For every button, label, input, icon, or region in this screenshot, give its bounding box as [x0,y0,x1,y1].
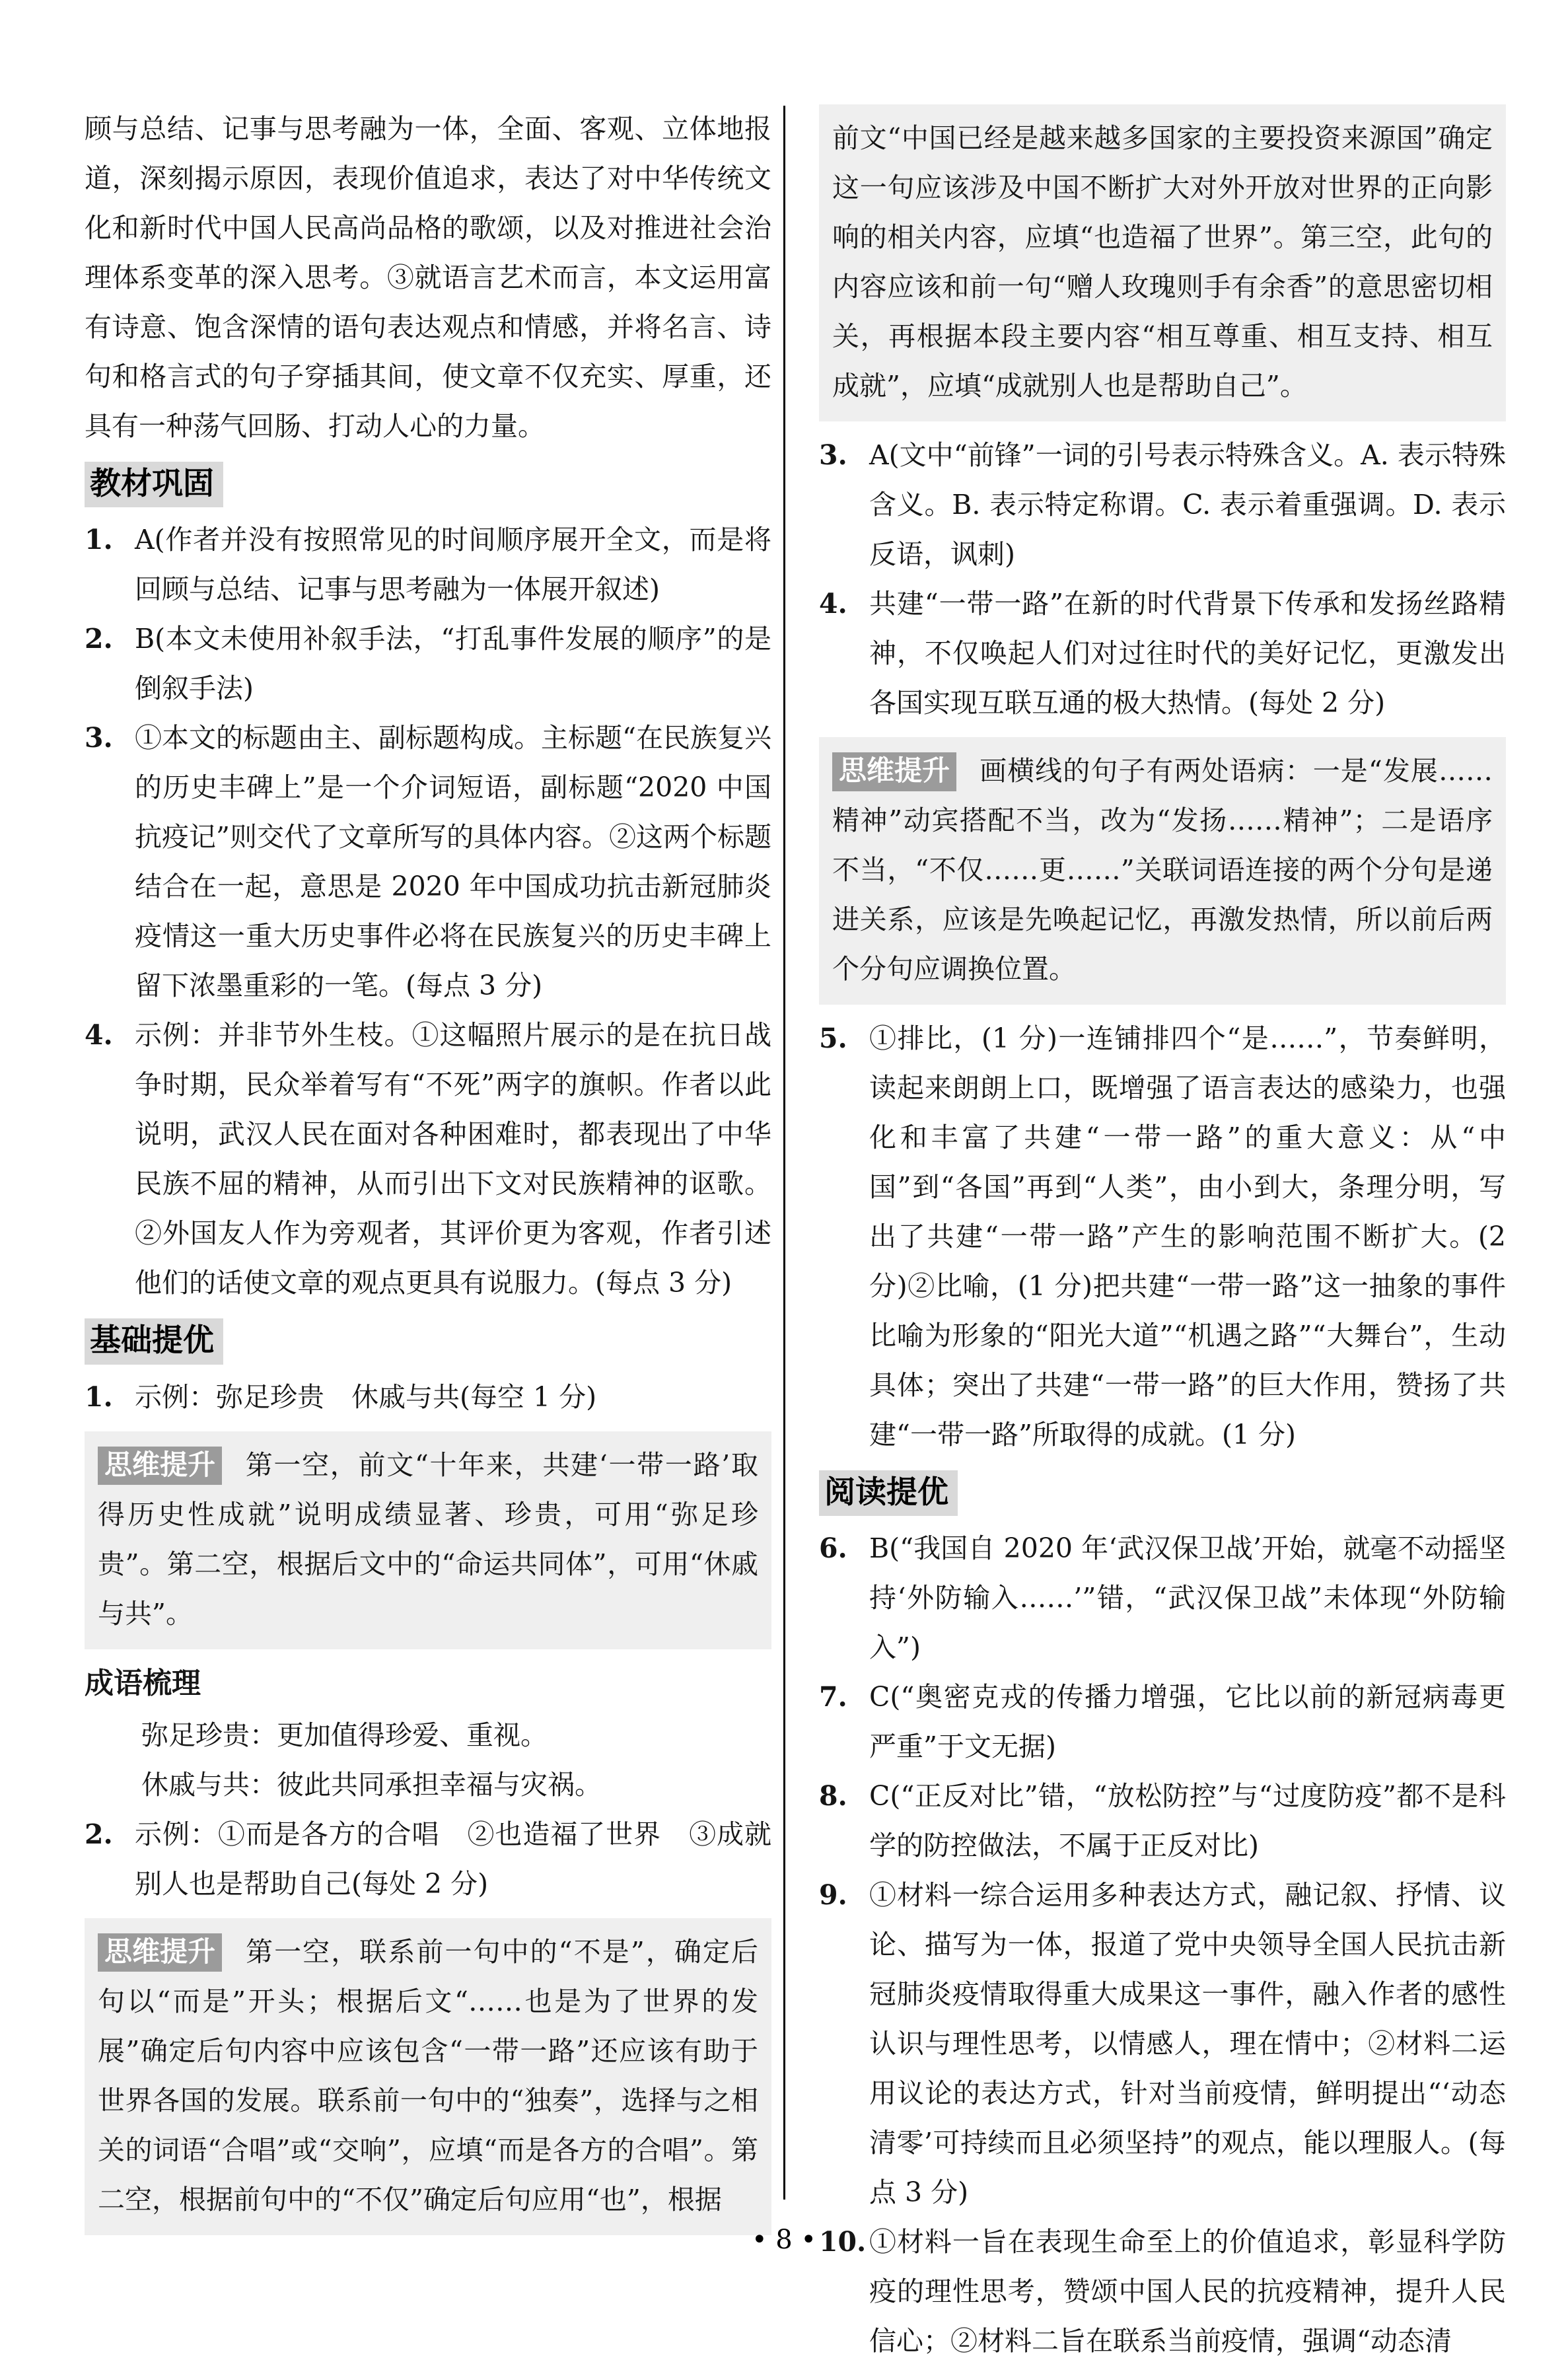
thinking-tip-box [819,737,1506,1005]
item-number: 10. [819,2226,867,2258]
list-item [819,579,1506,728]
jiaocai-gonggu-list [85,515,771,1308]
item-text: ①排比，(1 分)一连铺排四个“是……”，节奏鲜明，读起来朗朗上口，既增强了语言表达的感染力，也强化和丰富了共建“一带一路”的重大意义：从“中国”到“各国”再到“人类”，由小到大，条理分明，写出了共建“一带一路”产生的影响范围不断扩大。(2 分)②比喻，(1 分)把共建“一带一路”这一抽象的事件比喻为形象的“阳光大道”“机遇之路”“大舞台”，生动具体；突出了共建“一带一路”的巨大作用，赞扬了共建“一带一路”所取得的成就。(1 分) [869,1022,1506,1451]
intro-paragraph: 顾与总结、记事与思考融为一体，全面、客观、立体地报道，深刻揭示原因，表现价值追求，表达了对中华传统文化和新时代中国人民高尚品格的歌颂，以及对推进社会治理体系变革的深入思考。③就语言艺术而言，本文运用富有诗意、饱含深情的语句表达观点和情感，并将名言、诗句和格言式的句子穿插其间，使文章不仅充实、厚重，还具有一种荡气回肠、打动人心的力量。 [85,113,771,442]
item-number: 2. [85,1818,113,1850]
tip-text: 第一空，前文“十年来，共建‘一带一路’取得历史性成就”说明成绩显著、珍贵，可用“弥足珍贵”。第二空，根据后文中的“命运共同体”，可用“休戚与共”。 [98,1449,758,1630]
item-number: 4. [819,588,847,620]
right-column [819,104,1506,2357]
item-text: C(“奥密克戎的传播力增强，它比以前的新冠病毒更严重”于文无据) [869,1681,1506,1763]
item-text: B(本文未使用补叙手法，“打乱事件发展的顺序”的是倒叙手法) [135,623,771,705]
item-number: 6. [819,1532,847,1565]
item-number: 8. [819,1780,847,1812]
item-number: 9. [819,1879,847,1912]
item-number: 1. [85,524,113,556]
list-item [85,1011,771,1308]
item-number: 4. [85,1019,113,1052]
idiom-section-title: 成语梳理 [85,1666,201,1700]
item-number: 3. [85,722,113,754]
list-item [85,1810,771,1909]
tip-text: 前文“中国已经是越来越多国家的主要投资来源国”确定这一句应该涉及中国不断扩大对外开放对世界的正向影响的相关内容，应填“也造福了世界”。第三空，此句的内容应该和前一句“赠人玫瑰则手有余香”的意思密切相关，再根据本段主要内容“相互尊重、相互支持、相互成就”，应填“成就别人也是帮助自己”。 [832,122,1493,402]
thinking-tip-box-continuation [819,104,1506,421]
item-text: C(“正反对比”错，“放松防控”与“过度防疫”都不是科学的防控做法，不属于正反对比) [869,1780,1506,1862]
list-item [819,431,1506,579]
page-number: • 8 • [751,2225,817,2255]
item-text: A(作者并没有按照常见的时间顺序展开全文，而是将回顾与总结、记事与思考融为一体展开叙述) [135,524,771,606]
list-item [819,1871,1506,2217]
item-text: 示例：并非节外生枝。①这幅照片展示的是在抗日战争时期，民众举着写有“不死”两字的旗帜。作者以此说明，武汉人民在面对各种困难时，都表现出了中华民族不屈的精神，从而引出下文对民族精神的讴歌。②外国友人作为旁观者，其评价更为客观，作者引述他们的话使文章的观点更具有说服力。(每点 3 分) [135,1019,771,1299]
list-item [819,1672,1506,1772]
item-number: 2. [85,623,113,655]
item-number: 3. [819,439,847,471]
item-text: 示例：弥足珍贵 休戚与共(每空 1 分) [135,1380,597,1413]
item-text: 示例：①而是各方的合唱 ②也造福了世界 ③成就别人也是帮助自己(每处 2 分) [135,1818,771,1900]
section-header-jichu-tiyou: 基础提优 [85,1318,223,1364]
list-item [85,713,771,1011]
list-item [819,1014,1506,1460]
thinking-tip-label: 思维提升 [98,1933,222,1972]
item-text: ①材料一综合运用多种表达方式，融记叙、抒情、议论、描写为一体，报道了党中央领导全国人民抗击新冠肺炎疫情取得重大成果这一事件，融入作者的感性认识与理性思考，以情感人，理在情中；②材料二运用议论的表达方式，针对当前疫情，鲜明提出“‘动态清零’可持续而且必须坚持”的观点，能以理服人。(每点 3 分) [869,1879,1506,2209]
thinking-tip-box [85,1431,771,1649]
list-item [85,515,771,614]
section-header-jiaocai-gonggu: 教材巩固 [85,462,223,507]
thinking-tip-label: 思维提升 [98,1447,222,1486]
idiom-definition: 弥足珍贵：更加值得珍爱、重视。 [141,1719,548,1751]
thinking-tip-box [85,1918,771,2235]
item-text: A(文中“前锋”一词的引号表示特殊含义。A. 表示特殊含义。B. 表示特定称谓。C. 表示着重强调。D. 表示反语，讽刺) [869,439,1506,570]
idiom-definition: 休戚与共：彼此共同承担幸福与灾祸。 [141,1768,602,1801]
item-text: B(“我国自 2020 年‘武汉保卫战’开始，就毫不动摇坚持‘外防输入……’”错，“武汉保卫战”未体现“外防输入”) [869,1532,1506,1664]
list-item [819,1524,1506,1672]
list-item [819,1772,1506,1871]
tip-text: 画横线的句子有两处语病：一是“发展……精神”动宾搭配不当，改为“发扬……精神”；二是语序不当，“不仅……更……”关联词语连接的两个分句是递进关系，应该是先唤起记忆，再激发热情，所以前后两个分句应调换位置。 [832,755,1493,985]
section-header-yuedu-tiyou: 阅读提优 [819,1470,958,1516]
thinking-tip-label: 思维提升 [832,752,956,791]
jichu-tiyou-list-continued [819,431,1506,728]
list-item [85,614,771,713]
tip-text: 第一空，联系前一句中的“不是”，确定后句以“而是”开头；根据后文“……也是为了世界的发展”确定后句内容中应该包含“一带一路”还应该有助于世界各国的发展。联系前一句中的“独奏”，选择与之相关的词语“合唱”或“交响”，应填“而是各方的合唱”。第二空，根据前句中的“不仅”确定后句应用“也”，根据 [98,1935,758,2215]
item-number: 1. [85,1380,113,1413]
list-item [85,1373,771,1422]
left-column [85,104,771,2215]
item-text: ①本文的标题由主、副标题构成。主标题“在民族复兴的历史丰碑上”是一个介词短语，副标题“2020 中国抗疫记”则交代了文章所写的具体内容。②这两个标题结合在一起，意思是 2020 年中国成功抗击新冠肺炎疫情这一重大历史事件必将在民族复兴的历史丰碑上留下浓墨重彩的一笔。(每点 3 分) [135,722,771,1002]
column-divider [783,106,785,2200]
item-text: ①材料一旨在表现生命至上的价值追求，彰显科学防疫的理性思考，赞颂中国人民的抗疫精神，提升人民信心；②材料二旨在联系当前疫情，强调“动态清 [869,2226,1506,2357]
item-number: 5. [819,1022,847,1054]
item-text: 共建“一带一路”在新的时代背景下传承和发扬丝路精神，不仅唤起人们对过往时代的美好记忆，更激发出各国实现互联互通的极大热情。(每处 2 分) [869,588,1506,719]
item-number: 7. [819,1681,847,1713]
